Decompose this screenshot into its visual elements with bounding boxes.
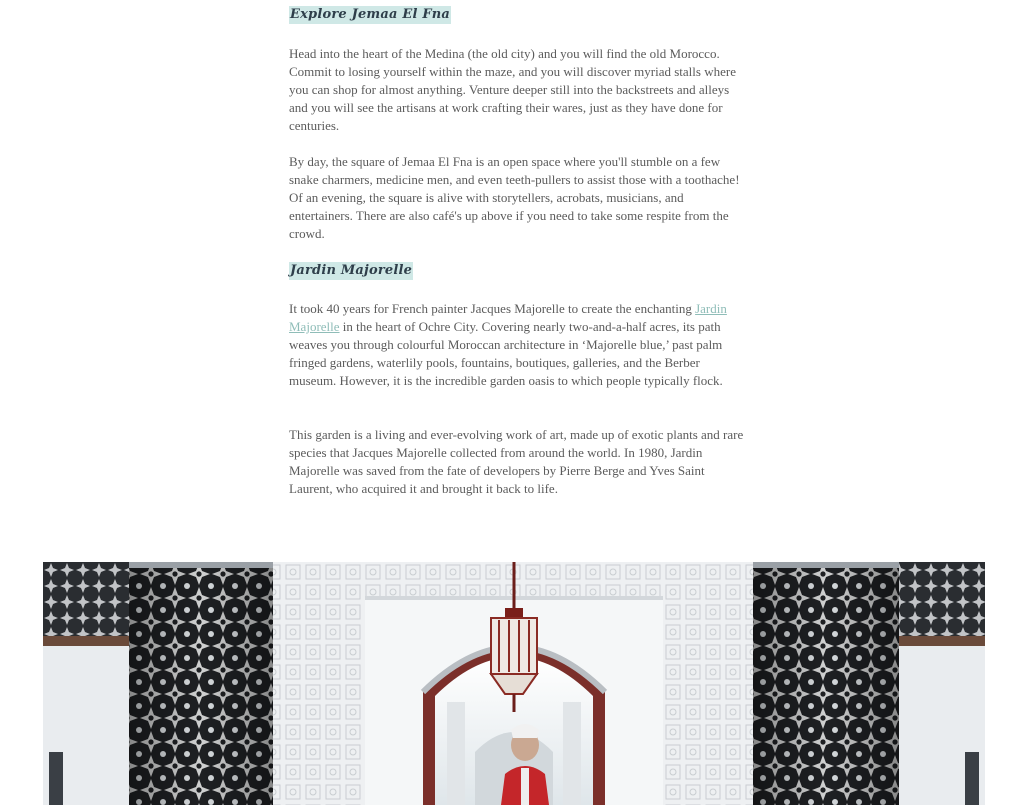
- paragraph-text-before-link: It took 40 years for French painter Jacques Majorelle to create the enchanting: [289, 301, 696, 316]
- paragraph-majorelle-history: [289, 300, 745, 390]
- paragraph-majorelle-garden: This garden is a living and ever-evolving work of art, made up of exotic plants and rare species that Jacques Majorelle collected from around the world. In 1980, Jardin Majorelle was saved from the fate of developers by Pierre Berge and Yves Saint Laurent, who acquired it and brought it back to life.: [289, 427, 744, 496]
- jardin-majorelle-link[interactable]: Jardin Majorelle: [289, 301, 727, 334]
- section-heading-jemaa-el-fna: Explore Jemaa El Fna: [290, 7, 451, 22]
- paragraph-medina: Head into the heart of the Medina (the old city) and you will find the old Morocco. Commit to losing yourself within the maze, and you will discover myriad stalls where you can shop for almost anything. Venture deeper still into the backstreets and alleys and you will see the artisans at work crafting their wares, just as they have done for centuries.: [289, 46, 736, 133]
- paragraph-text-after-link: in the heart of Ochre City. Covering nearly two-and-a-half acres, its path weaves you through colourful Moroccan architecture in ‘Majorelle blue,’ past palm fringed gardens, waterlily pools, fountains, boutiques, galleries, and the Berber museum. However, it is the incredible garden oasis to which people typically flock.: [289, 319, 723, 388]
- section-heading-jardin-majorelle: Jardin Majorelle: [290, 263, 413, 278]
- moroccan-riad-interior-photo: [43, 562, 985, 805]
- paragraph-square: By day, the square of Jemaa El Fna is an open space where you'll stumble on a few snake charmers, medicine men, and even teeth-pullers to assist those with a toothache! Of an evening, the square is alive with storytellers, acrobats, musicians, and entertainers. There are also café's up above if you need to take some respite from the crowd.: [289, 154, 740, 241]
